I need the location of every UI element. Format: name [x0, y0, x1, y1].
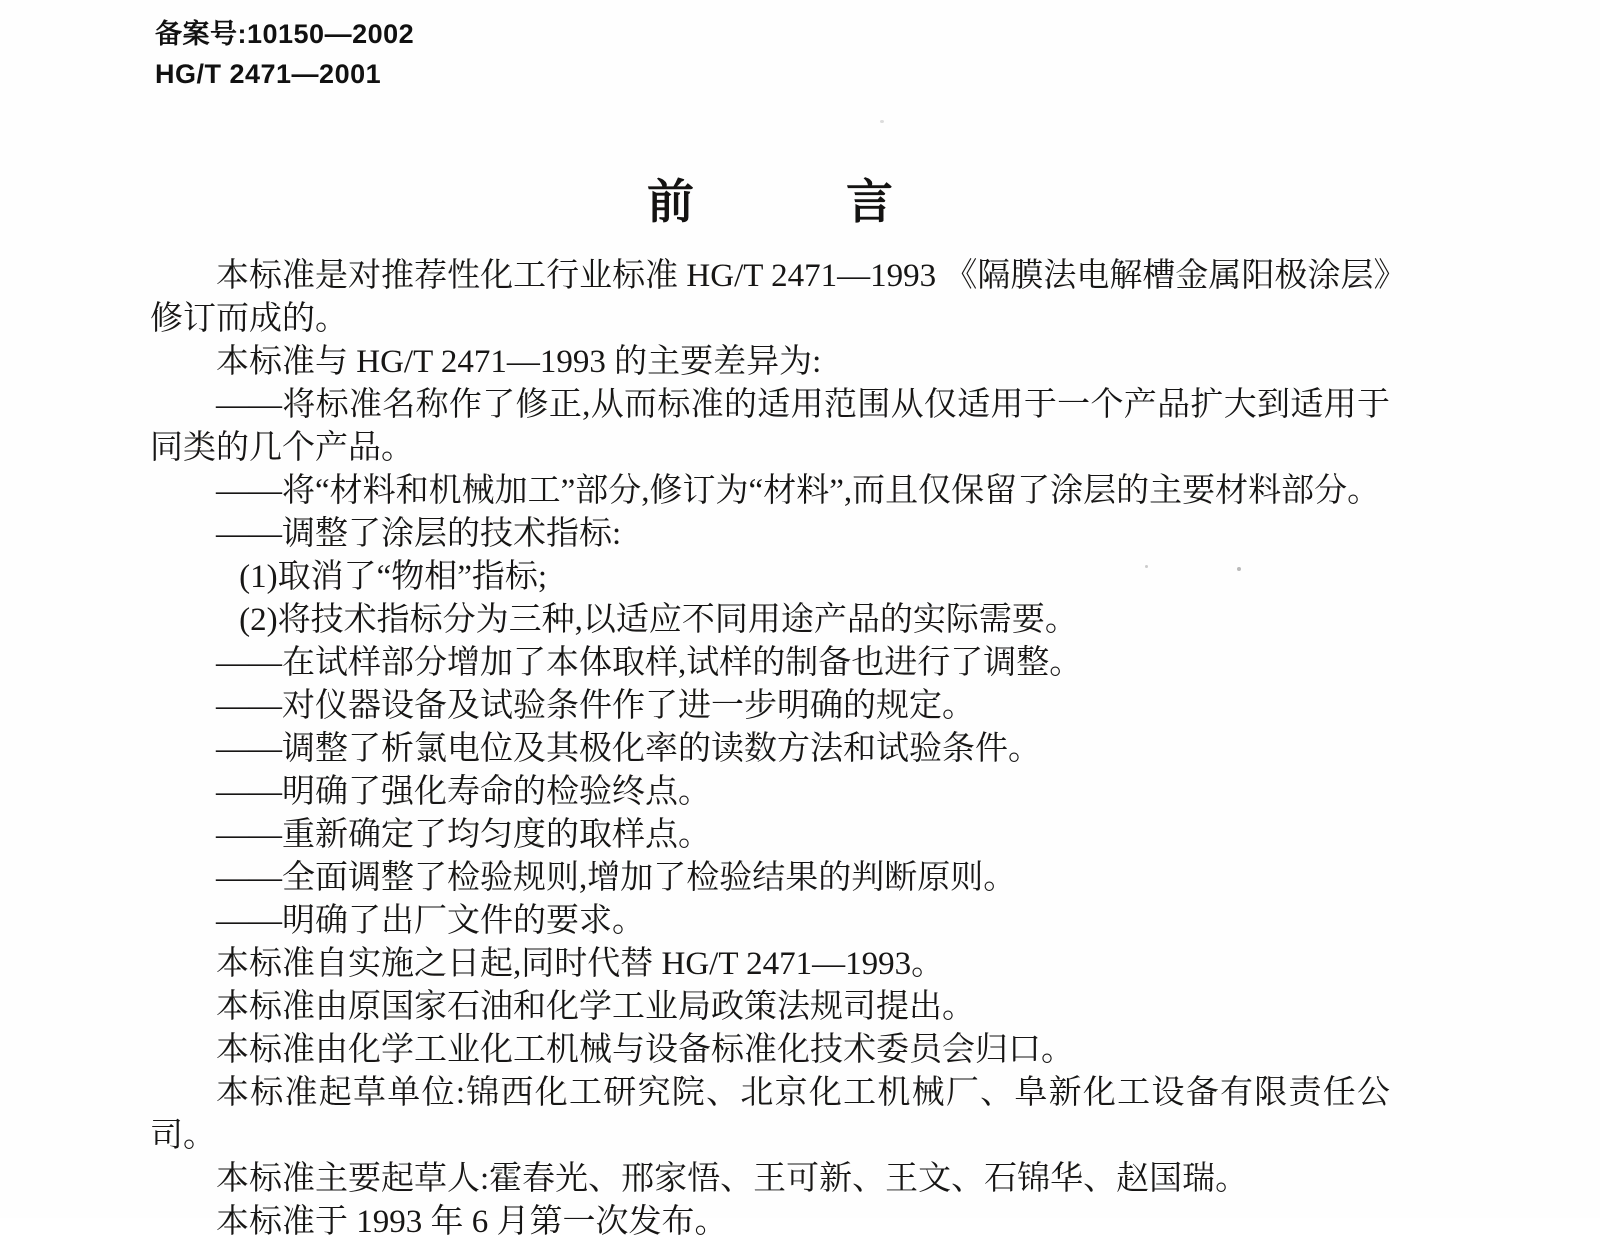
scan-artifact — [1237, 567, 1241, 571]
paragraph-centralized-by: 本标准由化学工业化工机械与设备标准化技术委员会归口。 — [216, 1032, 1074, 1068]
paragraph-numbered-item: (2)将技术指标分为三种,以适应不同用途产品的实际需要。 — [239, 602, 1078, 638]
scan-artifact — [1145, 565, 1148, 568]
paragraph-differences-lead: 本标准与 HG/T 2471—1993 的主要差异为: — [216, 344, 822, 380]
paragraph-dash-item: ——明确了强化寿命的检验终点。 — [216, 774, 711, 810]
standard-code: HG/T 2471—2001 — [155, 59, 382, 89]
paragraph-intro: 本标准是对推荐性化工行业标准 HG/T 2471—1993 《隔膜法电解槽金属阳极涂层》修订而成的。 — [150, 258, 1390, 337]
filing-number: 备案号:10150—2002 — [155, 19, 415, 49]
page-title — [150, 165, 1390, 232]
paragraph-drafting-units: 本标准起草单位:锦西化工研究院、北京化工机械厂、阜新化工设备有限责任公司。 — [150, 1075, 1390, 1154]
title-char-first: 前 — [647, 177, 694, 229]
paragraph-numbered-item: (1)取消了“物相”指标; — [239, 559, 548, 595]
paragraph-dash-item: ——对仪器设备及试验条件作了进一步明确的规定。 — [216, 688, 975, 724]
paragraph-dash-item: ——重新确定了均匀度的取样点。 — [216, 817, 711, 853]
paragraph-dash-item: ——调整了析氯电位及其极化率的读数方法和试验条件。 — [216, 731, 1041, 767]
document-header — [155, 14, 414, 94]
paragraph-first-publication: 本标准于 1993 年 6 月第一次发布。 — [216, 1204, 728, 1240]
paragraph-drafters: 本标准主要起草人:霍春光、邢家悟、王可新、王文、石锦华、赵国瑞。 — [216, 1161, 1249, 1197]
scan-artifact — [880, 120, 884, 123]
paragraph-proposed-by: 本标准由原国家石油和化学工业局政策法规司提出。 — [216, 989, 975, 1025]
paragraph-dash-item: ——调整了涂层的技术指标: — [216, 516, 622, 552]
title-char-second: 言 — [846, 177, 893, 229]
paragraph-dash-item: ——在试样部分增加了本体取样,试样的制备也进行了调整。 — [216, 645, 1083, 681]
paragraph-replacement-note: 本标准自实施之日起,同时代替 HG/T 2471—1993。 — [216, 946, 945, 982]
paragraph-dash-item: ——全面调整了检验规则,增加了检验结果的判断原则。 — [216, 860, 1017, 896]
paragraph-dash-item: ——将标准名称作了修正,从而标准的适用范围从仅适用于一个产品扩大到适用于同类的几个产品。 — [150, 387, 1390, 466]
document-body — [150, 255, 1390, 1244]
paragraph-dash-item: ——明确了出厂文件的要求。 — [216, 903, 645, 939]
paragraph-dash-item: ——将“材料和机械加工”部分,修订为“材料”,而且仅保留了涂层的主要材料部分。 — [216, 473, 1381, 509]
